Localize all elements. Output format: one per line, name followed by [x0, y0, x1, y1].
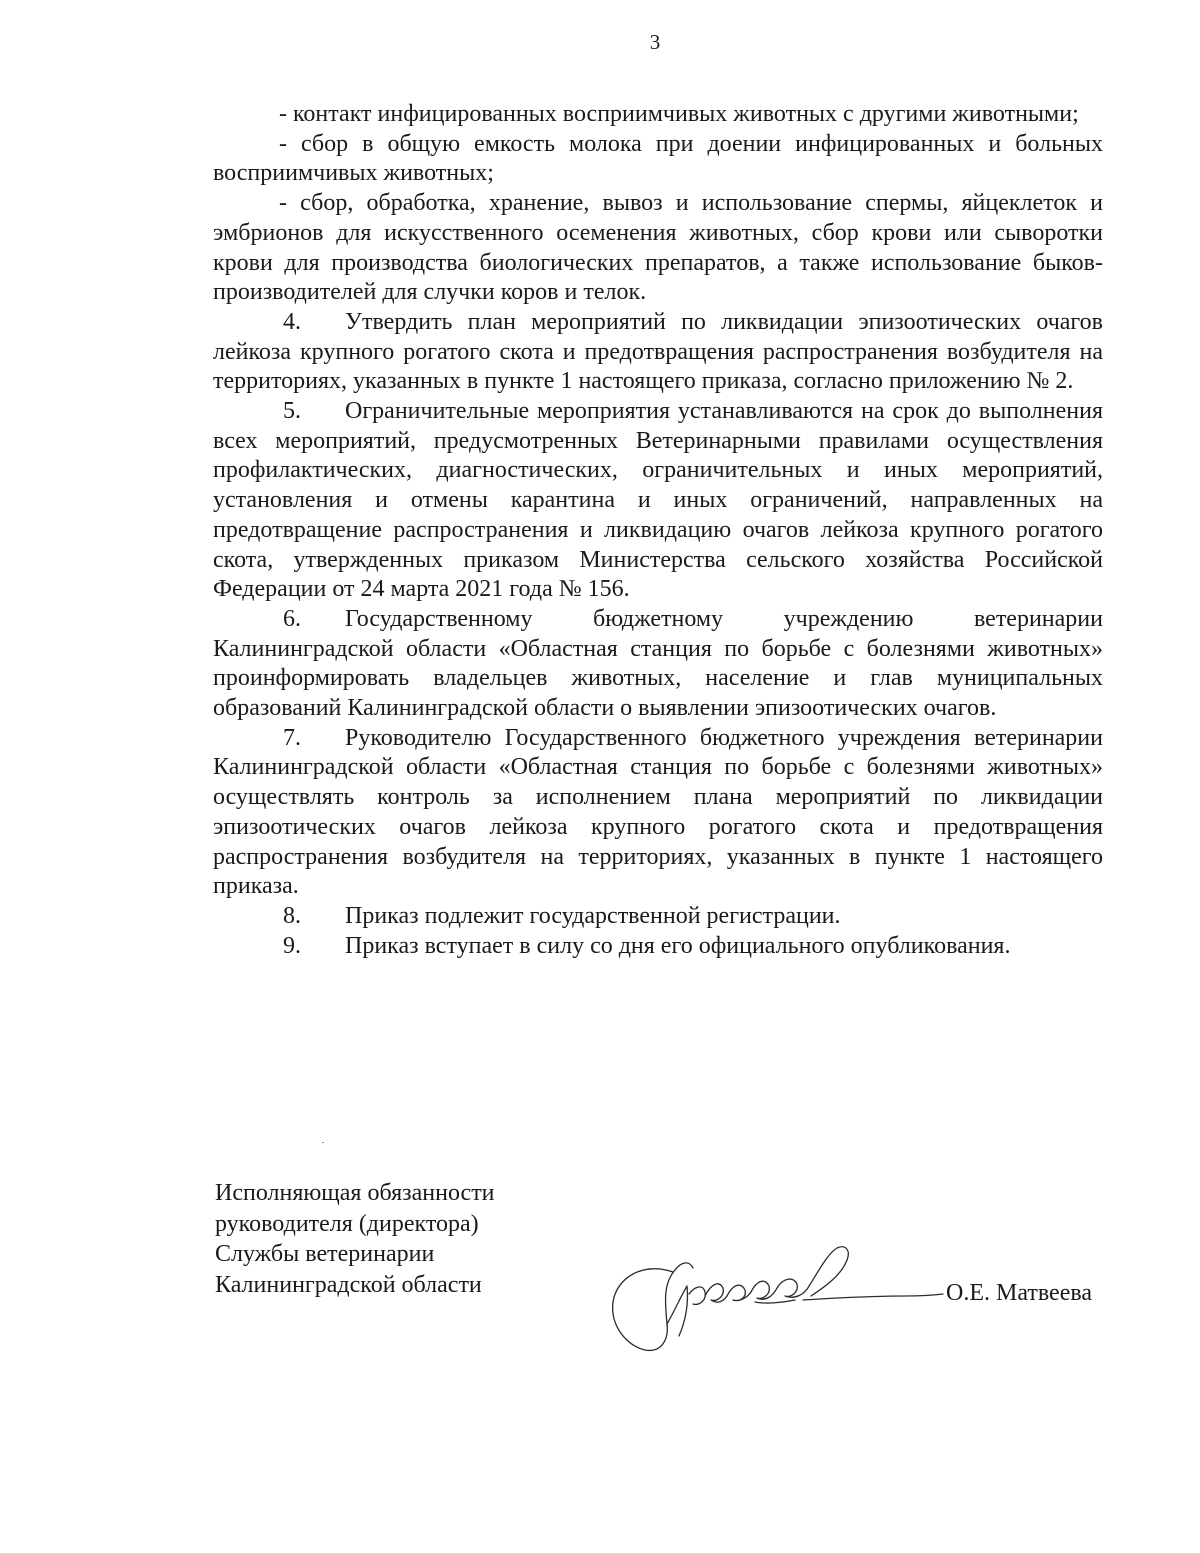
signatory-name: О.Е. Матвеева [946, 1280, 1093, 1306]
paragraph-text: Приказ подлежит государственной регистрации. [345, 902, 841, 929]
page-number: 3 [649, 30, 661, 54]
paragraph-text: Руководителю Государственного бюджетного учреждения ветеринарии Калининградской области «Областная станция по борьбе с болезнями животных» осуществлять контроль за исполнением плана мероприятий по ликвидации эпизоотических очагов лейкоза крупного рогатого скота и предотвращения распространения возбудителя на территориях, указанных в пункте 1 настоящего приказа. [213, 724, 1103, 900]
numbered-paragraph [213, 902, 1103, 932]
paragraph-number: 5. [283, 398, 301, 425]
numbered-paragraph [213, 605, 1103, 724]
paragraph-number: 7. [283, 724, 301, 751]
list-item [213, 130, 1103, 189]
paragraph-number: 8. [283, 902, 301, 929]
signatory-title [215, 1178, 495, 1301]
paragraph-number: 9. [283, 932, 301, 959]
paragraph-number: 4. [283, 308, 301, 335]
scan-speck [322, 1142, 324, 1143]
paragraph-text: Ограничительные мероприятия устанавливаются на срок до выполнения всех мероприятий, предусмотренных Ветеринарными правилами осуществления профилактических, диагностических, ограничительных и иных мероприятий, установления и отмены карантина и иных ограничений, направленных на предотвращение распространения и ликвидацию очагов лейкоза крупного рогатого скота, утвержденных приказом Министерства сельского хозяйства Российской Федерации от 24 марта 2021 года № 156. [213, 398, 1103, 603]
signatory-title-line: Службы ветеринарии [215, 1241, 435, 1268]
signatory-title-line: руководителя (директора) [215, 1210, 479, 1237]
paragraph-text: - контакт инфицированных восприимчивых животных с другими животными; [279, 101, 1079, 127]
handwritten-signature [605, 1240, 945, 1360]
numbered-paragraph [213, 724, 1103, 902]
numbered-paragraph [213, 308, 1103, 397]
paragraph-number: 6. [283, 605, 301, 632]
paragraph-text: Приказ вступает в силу со дня его официального опубликования. [345, 932, 1011, 959]
paragraph-text: - сбор, обработка, хранение, вывоз и использование спермы, яйцеклеток и эмбрионов для искусственного осеменения животных, сбор крови или сыворотки крови для производства биологических препаратов, а также использование быков-производителей для случки коров и телок. [213, 190, 1103, 306]
paragraph-text: - сбор в общую емкость молока при доении инфицированных и больных восприимчивых животных; [213, 130, 1103, 187]
numbered-paragraph [213, 932, 1103, 962]
numbered-paragraph [213, 397, 1103, 605]
signatory-title-line: Исполняющая обязанности [215, 1180, 495, 1206]
document-body [213, 100, 1103, 961]
paragraph-text: Утвердить план мероприятий по ликвидации эпизоотических очагов лейкоза крупного рогатого скота и предотвращения распространения возбудителя на территориях, указанных в пункте 1 настоящего приказа, согласно приложению № 2. [213, 308, 1103, 395]
paragraph-text: Государственному бюджетному учреждению ветеринарии Калининградской области «Областная станция по борьбе с болезнями животных» проинформировать владельцев животных, население и глав муниципальных образований Калининградской области о выявлении эпизоотических очагов. [213, 605, 1103, 722]
list-item [213, 189, 1103, 308]
signatory-title-line: Калининградской области [215, 1272, 482, 1299]
list-item [213, 100, 1103, 130]
